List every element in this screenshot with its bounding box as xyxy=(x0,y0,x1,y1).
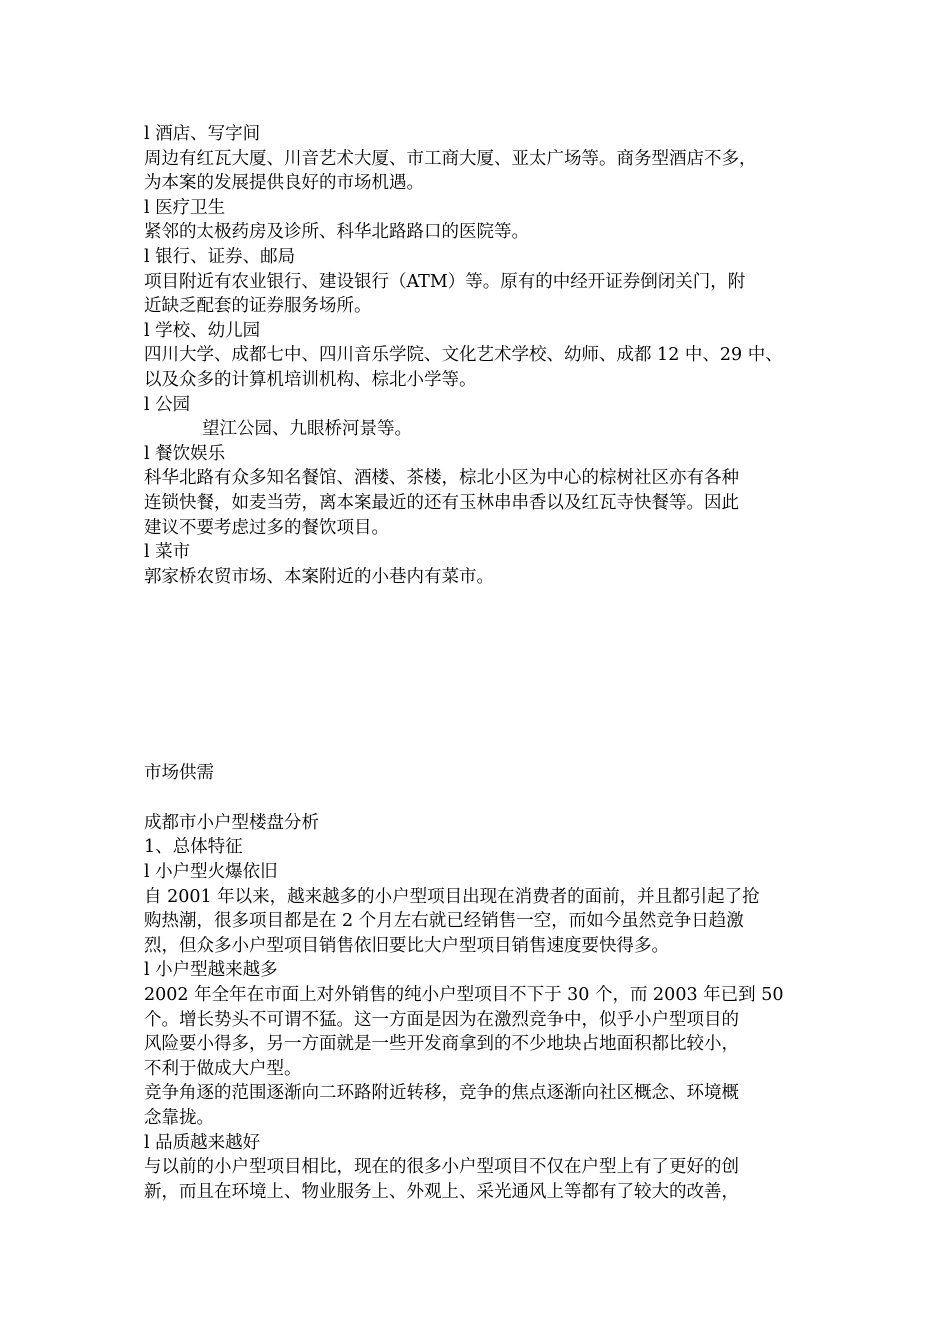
bullet-school: l 学校、幼儿园 xyxy=(144,320,261,341)
bullet-popular: l 小户型火爆依旧 xyxy=(144,862,278,883)
section-amenities xyxy=(144,122,814,589)
text-line: 周边有红瓦大厦、川音艺术大厦、市工商大厦、亚太广场等。商务型酒店不多， xyxy=(144,148,757,169)
text-line: 为本案的发展提供良好的市场机遇。 xyxy=(144,173,424,194)
bullet-park: l 公园 xyxy=(144,394,191,415)
text-line: 四川大学、成都七中、四川音乐学院、文化艺术学校、幼师、成都 12 中、29 中、 xyxy=(144,345,783,366)
text-line: 风险要小得多，另一方面就是一些开发商拿到的不少地块占地面积都比较小， xyxy=(144,1034,739,1055)
text-line: 2002 年全年在市面上对外销售的纯小户型项目不下于 30 个，而 2003 年已到 50 xyxy=(144,985,784,1006)
text-line: 近缺乏配套的证券服务场所。 xyxy=(144,296,372,317)
text-line: 新，而且在环境上、物业服务上、外观上、采光通风上等都有了较大的改善， xyxy=(144,1181,739,1202)
text-line: 科华北路有众多知名餐馆、酒楼、茶楼，棕北小区为中心的棕树社区亦有各种 xyxy=(144,468,739,489)
subsection-number: 1、总体特征 xyxy=(144,837,243,858)
text-line: 连锁快餐，如麦当劳，离本案最近的还有玉林串串香以及红瓦寺快餐等。因此 xyxy=(144,492,739,513)
subsection-title: 成都市小户型楼盘分析 xyxy=(144,812,319,833)
bullet-more: l 小户型越来越多 xyxy=(144,960,278,981)
text-line: 烈，但众多小户型项目销售依旧要比大户型项目销售速度要快得多。 xyxy=(144,935,669,956)
text-line: 项目附近有农业银行、建设银行（ATM）等。原有的中经开证券倒闭关门，附 xyxy=(144,271,746,292)
bullet-dining: l 餐饮娱乐 xyxy=(144,443,226,464)
text-line: 自 2001 年以来，越来越多的小户型项目出现在消费者的面前，并且都引起了抢 xyxy=(144,886,760,907)
text-line: 以及众多的计算机培训机构、棕北小学等。 xyxy=(144,369,477,390)
text-line: 不利于做成大户型。 xyxy=(144,1058,302,1079)
section-heading: 市场供需 xyxy=(144,763,214,784)
text-line: 个。增长势头不可谓不猛。这一方面是因为在激烈竞争中，似乎小户型项目的 xyxy=(144,1009,739,1030)
section-market-supply xyxy=(144,761,814,1204)
bullet-medical: l 医疗卫生 xyxy=(144,197,226,218)
text-line: 紧邻的太极药房及诊所、科华北路路口的医院等。 xyxy=(144,222,529,243)
bullet-quality: l 品质越来越好 xyxy=(144,1132,261,1153)
bullet-hotel-office: l 酒店、写字间 xyxy=(144,124,261,144)
text-line: 念靠拢。 xyxy=(144,1108,214,1128)
text-line: 购热潮，很多项目都是在 2 个月左右就已经销售一空，而如今虽然竞争日趋激 xyxy=(144,911,744,932)
text-line: 竞争角逐的范围逐渐向二环路附近转移，竞争的焦点逐渐向社区概念、环境概 xyxy=(144,1083,739,1104)
spacer xyxy=(144,589,814,761)
document-page xyxy=(144,122,814,1204)
spacer xyxy=(144,786,814,811)
text-line: 郭家桥农贸市场、本案附近的小巷内有菜市。 xyxy=(144,566,494,587)
text-line: 望江公园、九眼桥河景等。 xyxy=(202,419,412,440)
bullet-bank: l 银行、证券、邮局 xyxy=(144,246,296,267)
text-line: 建议不要考虑过多的餐饮项目。 xyxy=(144,517,389,538)
text-line: 与以前的小户型项目相比，现在的很多小户型项目不仅在户型上有了更好的创 xyxy=(144,1157,739,1178)
bullet-market: l 菜市 xyxy=(144,542,191,563)
